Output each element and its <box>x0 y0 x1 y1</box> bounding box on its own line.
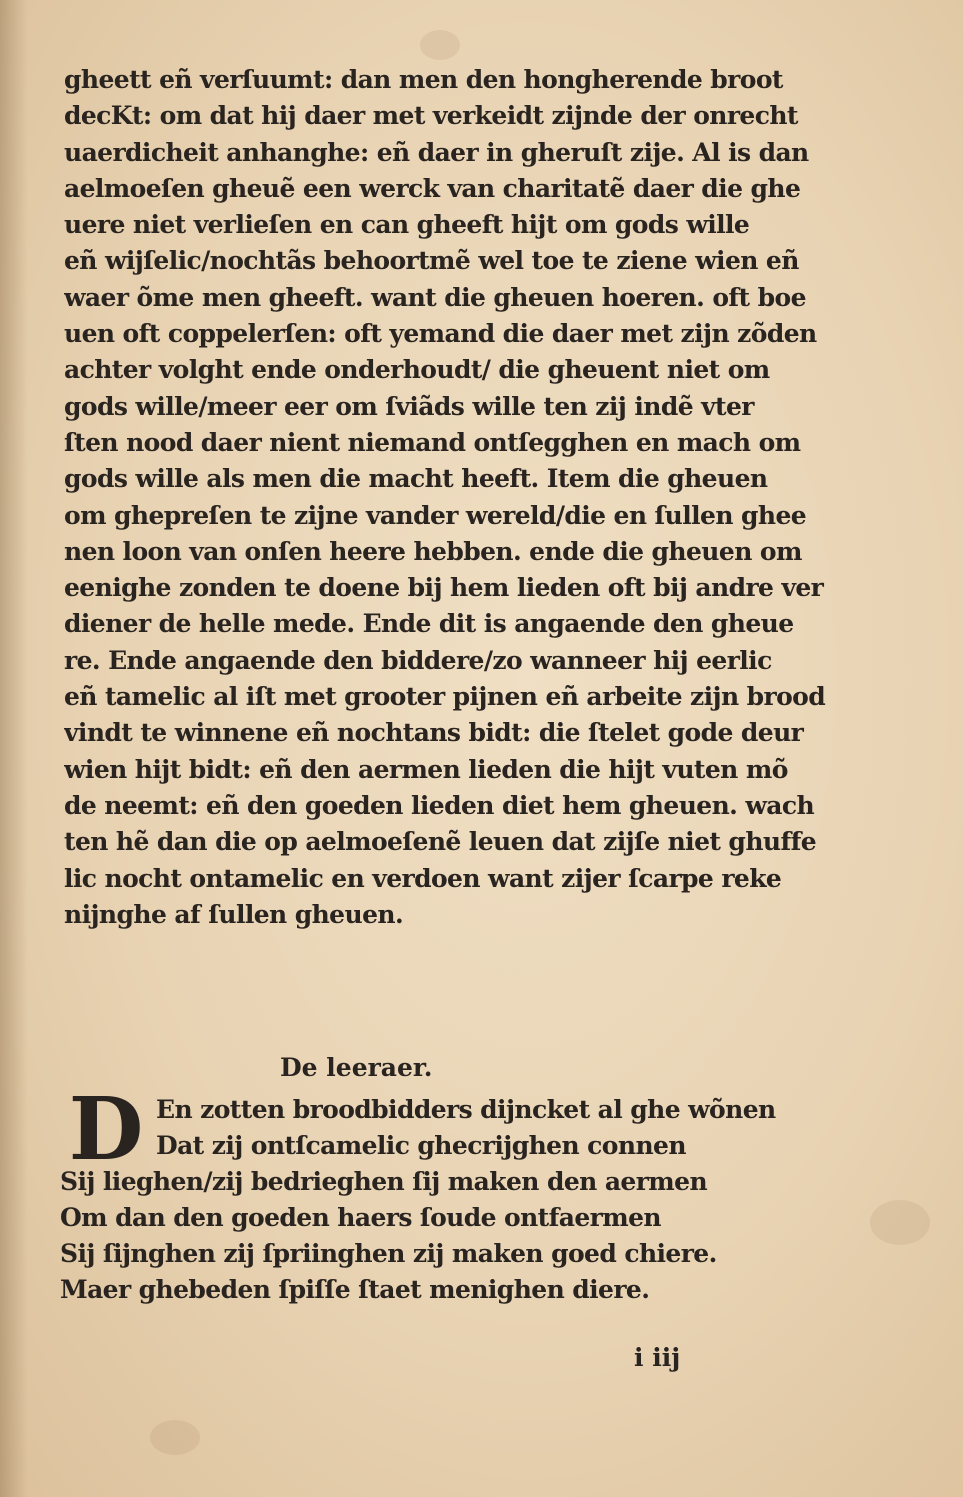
verse-line: Sij lieghen/zij bedrieghen ſij maken den aermen <box>60 1167 708 1196</box>
prose-line: decKt: om dat hij daer met verkeidt zijnde der onrecht <box>64 101 798 131</box>
prose-line: uaerdicheit anhanghe: eñ daer in gheruſt zije. Al is dan <box>64 137 809 167</box>
prose-text-block <box>64 62 834 933</box>
prose-line: eñ wijſelic/nochtãs behoortmẽ wel toe te ziene wien eñ <box>64 246 799 276</box>
section-heading: De leeraer. <box>280 1053 433 1082</box>
paper-stain <box>150 1420 200 1455</box>
prose-line: vindt te winnene eñ nochtans bidt: die ſtelet gode deur <box>64 718 804 748</box>
prose-line: gheett eñ verſuumt: dan men den hongherende broot <box>64 65 783 94</box>
verse-block <box>60 1079 840 1308</box>
verse-line: Sij ſijnghen zij ſpriinghen zij maken goed chiere. <box>60 1239 717 1268</box>
verse-line: Om dan den goeden haers ſoude ontfaermen <box>60 1203 661 1232</box>
prose-line: diener de helle mede. Ende dit is angaende den gheue <box>64 609 794 639</box>
verse-line: En zotten broodbidders dijncket al ghe wõnen <box>156 1095 776 1124</box>
prose-line: eenighe zonden te doene bij hem lieden oft bij andre ver <box>64 573 824 603</box>
signature-mark: i iij <box>634 1343 681 1372</box>
prose-line: eñ tamelic al iſt met grooter pijnen eñ arbeite zijn brood <box>64 682 826 712</box>
prose-line: uere niet verlieſen en can gheeft hijt om gods wille <box>64 210 750 240</box>
prose-line: lic nocht ontamelic en verdoen want zijer ſcarpe reke <box>64 863 782 893</box>
prose-line: nijnghe af ſullen gheuen. <box>64 899 404 929</box>
prose-line: gods wille als men die macht heeft. Item die gheuen <box>64 464 768 494</box>
paper-stain <box>420 30 460 60</box>
verse-line: Dat zij ontſcamelic ghecrijghen connen <box>156 1131 686 1160</box>
drop-cap-letter: D <box>68 1079 144 1180</box>
prose-line: nen loon van onſen heere hebben. ende die gheuen om <box>64 536 802 566</box>
prose-line: waer õme men gheeft. want die gheuen hoeren. oft boe <box>64 282 806 312</box>
paper-stain <box>870 1200 930 1245</box>
prose-line: ſten nood daer nient niemand ontſegghen en mach om <box>64 427 801 457</box>
prose-line: om ghepreſen te zijne vander wereld/die en ſullen ghee <box>64 500 807 530</box>
verse-line: Maer ghebeden ſpiſſe ſtaet menighen diere. <box>60 1275 650 1304</box>
prose-line: wien hijt bidt: eñ den aermen lieden die hijt vuten mõ <box>64 754 788 784</box>
prose-line: de neemt: eñ den goeden lieden diet hem gheuen. wach <box>64 790 815 820</box>
prose-line: gods wille/meer eer om ſviãds wille ten zij indẽ vter <box>64 391 754 421</box>
verse-lines <box>60 1079 840 1308</box>
prose-line: ten hẽ dan die op aelmoeſenẽ leuen dat zijſe niet ghuffe <box>64 827 817 857</box>
prose-line: aelmoeſen gheuẽ een werck van charitatẽ daer die ghe <box>64 173 801 203</box>
prose-line: achter volght ende onderhoudt/ die gheuent niet om <box>64 355 770 385</box>
prose-line: uen oft coppelerſen: oft yemand die daer met zijn zõden <box>64 319 817 349</box>
prose-line: re. Ende angaende den biddere/zo wanneer hij eerlic <box>64 645 772 675</box>
